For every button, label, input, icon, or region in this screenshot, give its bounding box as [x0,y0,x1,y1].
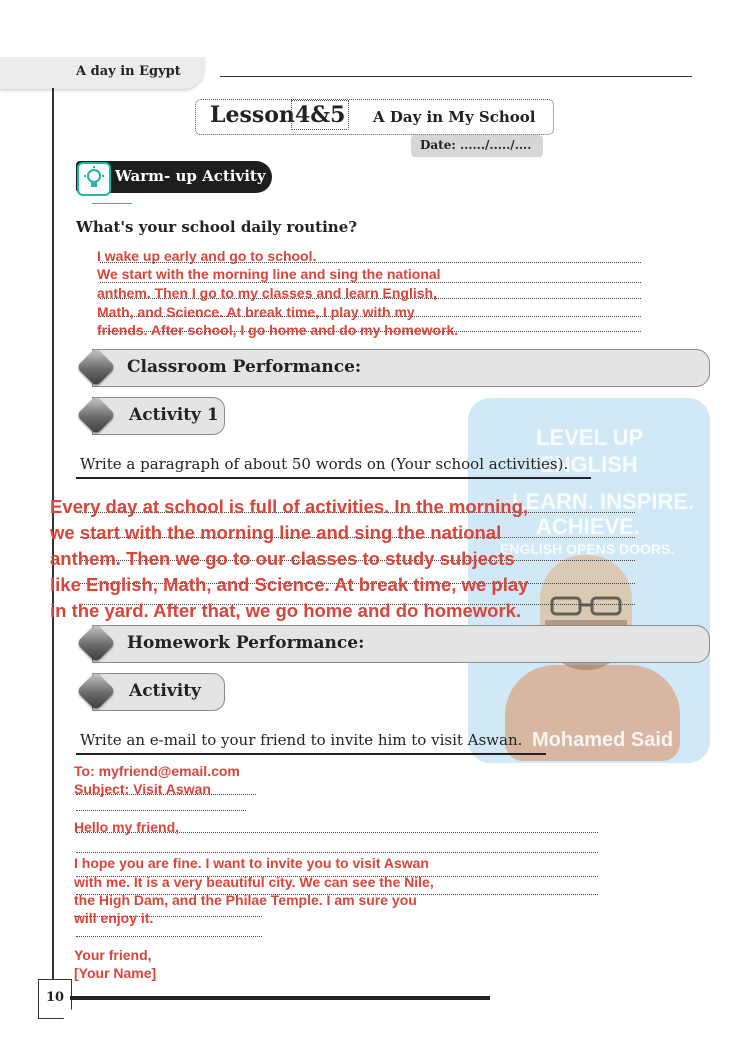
watermark-line2: ENGLISH [540,452,638,477]
page-number: 10 [46,990,65,1005]
classroom-answer-line: in the yard. After that, we go home and do homework. [50,600,522,621]
warmup-label: Warm- up Activity [115,167,266,185]
warmup-answer-line: We start with the morning line and sing the national [97,266,441,282]
classroom-answer-line: Every day at school is full of activities. In the morning, [50,496,529,517]
watermark-line1: LEVEL UP [536,425,644,450]
email-body-line: will enjoy it. [74,910,154,926]
email-signature: [Your Name] [74,965,157,981]
warmup-answer-line: anthem. Then I go to my classes and learn English, [97,285,437,301]
lesson-word: Lesson [210,102,295,128]
lightbulb-icon [77,162,111,196]
email-body-line: I hope you are fine. I want to invite you to visit Aswan [74,855,429,871]
homework-prompt: Write an e-mail to your friend to invite him to visit Aswan. [80,731,523,749]
watermark-line3: LEARN. INSPIRE. [512,489,695,514]
activity-1-label: Activity 1 [129,405,219,425]
footer-rule [70,996,490,1000]
watermark-name: Mohamed Said [532,729,674,751]
warmup-answer-line: friends. After school, I go home and do my homework. [97,322,459,338]
answer-line [76,852,598,853]
homework-title: Homework Performance: [127,633,365,653]
lesson-title: A Day in My School [373,108,536,126]
email-greeting: Hello my friend, [74,819,180,835]
classroom-title: Classroom Performance: [127,357,362,377]
watermark-glasses-icon [548,595,624,617]
classroom-answer-line: we start with the morning line and sing the national [50,522,502,543]
email-body-line: with me. It is a very beautiful city. We can see the Nile, [74,874,434,890]
header-title: A day in Egypt [76,64,181,79]
watermark-line5: ENGLISH OPENS DOORS. [500,541,675,557]
email-subject: Subject: Visit Aswan [74,781,211,797]
lesson-number: 4&5 [291,100,349,130]
date-label: Date: ....../...../.... [420,138,532,152]
classroom-answer-line: like English, Math, and Science. At break time, we play [50,574,529,595]
prompt-underline [76,753,546,755]
answer-line [76,936,262,937]
watermark-line4: ACHIEVE. [536,514,640,539]
email-closing: Your friend, [74,947,152,963]
warmup-answer-line: I wake up early and go to school. [97,248,317,264]
classroom-answer-line: anthem. Then we go to our classes to study subjects [50,548,515,569]
classroom-prompt: Write a paragraph of about 50 words on (Your school activities). [80,455,569,473]
warmup-decoration [92,203,132,204]
email-to: To: myfriend@email.com [74,763,240,779]
email-body-line: the High Dam, and the Philae Temple. I am sure you [74,892,417,908]
prompt-underline [76,477,591,479]
activity-label: Activity [129,681,201,701]
answer-line [76,810,246,811]
header-rule [220,76,692,77]
warmup-answer-line: Math, and Science. At break time, I play with my [97,304,415,320]
warmup-question: What's your school daily routine? [76,218,358,236]
